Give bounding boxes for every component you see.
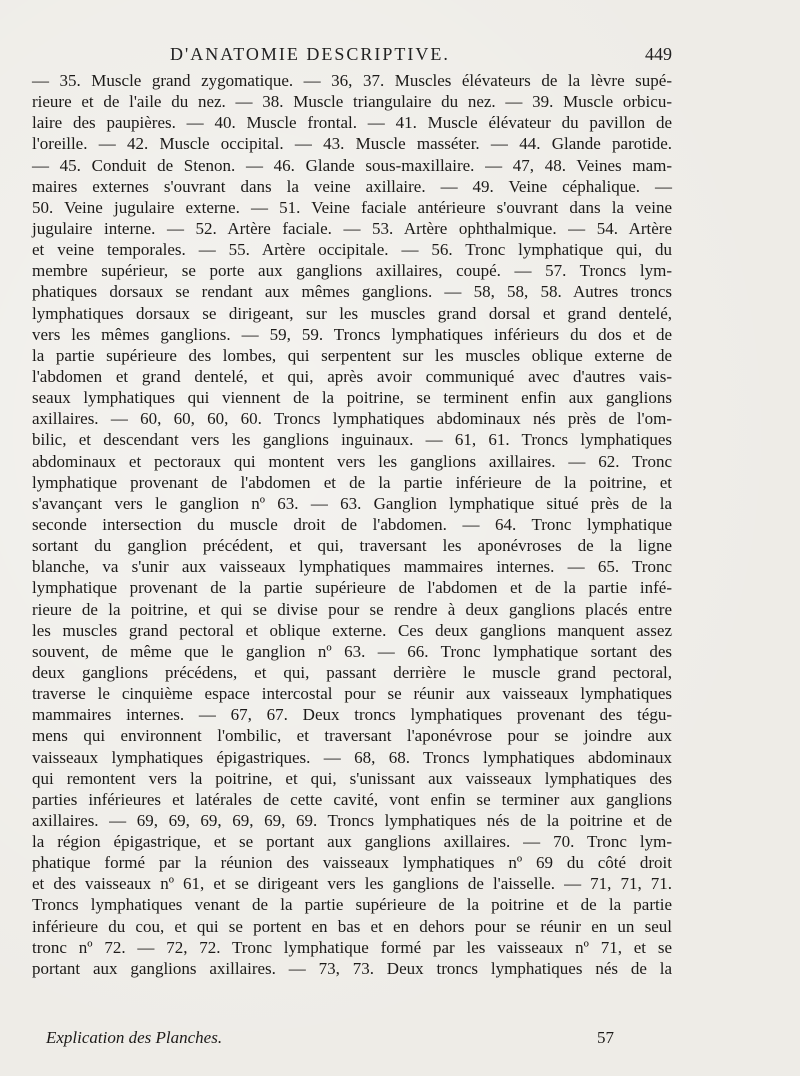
text-line: phatique formé par la réunion des vaisseaux lymphatiques nº 69 du côté droit (32, 853, 672, 873)
page-header (32, 44, 672, 68)
text-line: — 35. Muscle grand zygomatique. — 36, 37. Muscles élévateurs de la lèvre supé- (32, 71, 672, 90)
text-line: membre supérieur, se porte aux ganglions axillaires, coupé. — 57. Troncs lym- (32, 261, 672, 281)
text-line: 50. Veine jugulaire externe. — 51. Veine faciale antérieure s'ouvrant dans la veine (32, 197, 672, 217)
text-line: inférieure du cou, et qui se portent en bas et en dehors pour se réunir en un seul (32, 916, 672, 936)
text-line: l'oreille. — 42. Muscle occipital. — 43. Muscle masséter. — 44. Glande parotide. (32, 134, 672, 154)
text-line: jugulaire interne. — 52. Artère faciale. — 53. Artère ophthalmique. — 54. Artère (32, 218, 672, 238)
text-line: lymphatique provenant de l'abdomen et de la partie inférieure de la poitrine, et (32, 472, 672, 492)
text-line: seconde intersection du muscle droit de l'abdomen. — 64. Tronc lymphatique (32, 514, 672, 534)
text-line: maires externes s'ouvrant dans la veine axillaire. — 49. Veine céphalique. — (32, 176, 672, 196)
text-line: laire des paupières. — 40. Muscle frontal. — 41. Muscle élévateur du pavillon de (32, 113, 672, 133)
text-line: mammaires internes. — 67, 67. Deux troncs lymphatiques provenant des tégu- (32, 705, 672, 725)
text-line: bilic, et descendant vers les ganglions inguinaux. — 61, 61. Troncs lymphatiques (32, 430, 672, 450)
text-line: l'abdomen et grand dentelé, et qui, après avoir communiqué avec d'autres vais- (32, 366, 672, 386)
text-line: vers les mêmes ganglions. — 59, 59. Troncs lymphatiques inférieurs du dos et de (32, 324, 672, 344)
text-line: blanche, va s'unir aux vaisseaux lymphatiques mammaires internes. — 65. Tronc (32, 557, 672, 577)
text-line: mens qui environnent l'ombilic, et traversant l'aponévrose pour se joindre aux (32, 726, 672, 746)
text-line: lymphatique provenant de la partie supérieure de l'abdomen et de la partie infé- (32, 578, 672, 598)
text-line: et des vaisseaux nº 61, et se dirigeant vers les ganglions de l'aisselle. — 71, 71, 71. (32, 874, 672, 894)
text-line: vaisseaux lymphatiques épigastriques. — 68, 68. Troncs lymphatiques abdominaux (32, 747, 672, 767)
text-line: souvent, de même que le ganglion nº 63. — 66. Tronc lymphatique sortant des (32, 641, 672, 661)
page-footer (46, 1028, 614, 1050)
text-line: et veine temporales. — 55. Artère occipitale. — 56. Tronc lymphatique qui, du (32, 240, 672, 260)
text-line: abdominaux et pectoraux qui montent vers les ganglions axillaires. — 62. Tronc (32, 451, 672, 471)
text-line: axillaires. — 60, 60, 60, 60. Troncs lymphatiques abdominaux nés près de l'om- (32, 409, 672, 429)
text-line: s'avançant vers le ganglion nº 63. — 63. Ganglion lymphatique situé près de la (32, 493, 672, 513)
running-title: D'ANATOMIE DESCRIPTIVE. (170, 44, 450, 64)
text-line: — 45. Conduit de Stenon. — 46. Glande sous-maxillaire. — 47, 48. Veines mam- (32, 155, 672, 175)
text-line: parties inférieures et latérales de cette cavité, vont enfin se terminer aux ganglions (32, 789, 672, 809)
text-line: qui remontent vers la poitrine, et qui, s'unissant aux vaisseaux lymphatiques des (32, 768, 672, 788)
text-line: la partie supérieure des lombes, qui serpentent sur les muscles oblique externe de (32, 345, 672, 365)
page-number: 449 (645, 44, 672, 64)
text-line: Troncs lymphatiques venant de la partie supérieure de la poitrine et de la partie (32, 895, 672, 915)
signature-mark: 57 (597, 1028, 614, 1047)
text-line: phatiques dorsaux se rendant aux mêmes ganglions. — 58, 58, 58. Autres troncs (32, 282, 672, 302)
text-line: traverse le cinquième espace intercostal pour se réunir aux vaisseaux lymphatiques (32, 684, 672, 704)
body-text (32, 70, 672, 979)
text-line: axillaires. — 69, 69, 69, 69, 69, 69. Troncs lymphatiques nés de la poitrine et de (32, 810, 672, 830)
text-line: les muscles grand pectoral et oblique externe. Ces deux ganglions manquent assez (32, 620, 672, 640)
text-line: rieure de la poitrine, et qui se divise pour se rendre à deux ganglions placés entre (32, 599, 672, 619)
signature-label: Explication des Planches. (46, 1028, 223, 1047)
text-line: deux ganglions précédens, et qui, passant derrière le muscle grand pectoral, (32, 662, 672, 682)
text-line: seaux lymphatiques qui viennent de la poitrine, se terminent enfin aux ganglions (32, 388, 672, 408)
text-line: lymphatiques dorsaux se dirigeant, sur les muscles grand dorsal et grand dentelé, (32, 303, 672, 323)
text-line: portant aux ganglions axillaires. — 73, 73. Deux troncs lymphatiques nés de la (32, 958, 672, 978)
text-line: la région épigastrique, et se portant aux ganglions axillaires. — 70. Tronc lym- (32, 832, 672, 852)
text-line: rieure et de l'aile du nez. — 38. Muscle triangulaire du nez. — 39. Muscle orbicu- (32, 92, 672, 112)
text-line: tronc nº 72. — 72, 72. Tronc lymphatique formé par les vaisseaux nº 71, et se (32, 937, 672, 957)
text-line: sortant du ganglion précédent, et qui, traversant les aponévroses de la ligne (32, 536, 672, 556)
